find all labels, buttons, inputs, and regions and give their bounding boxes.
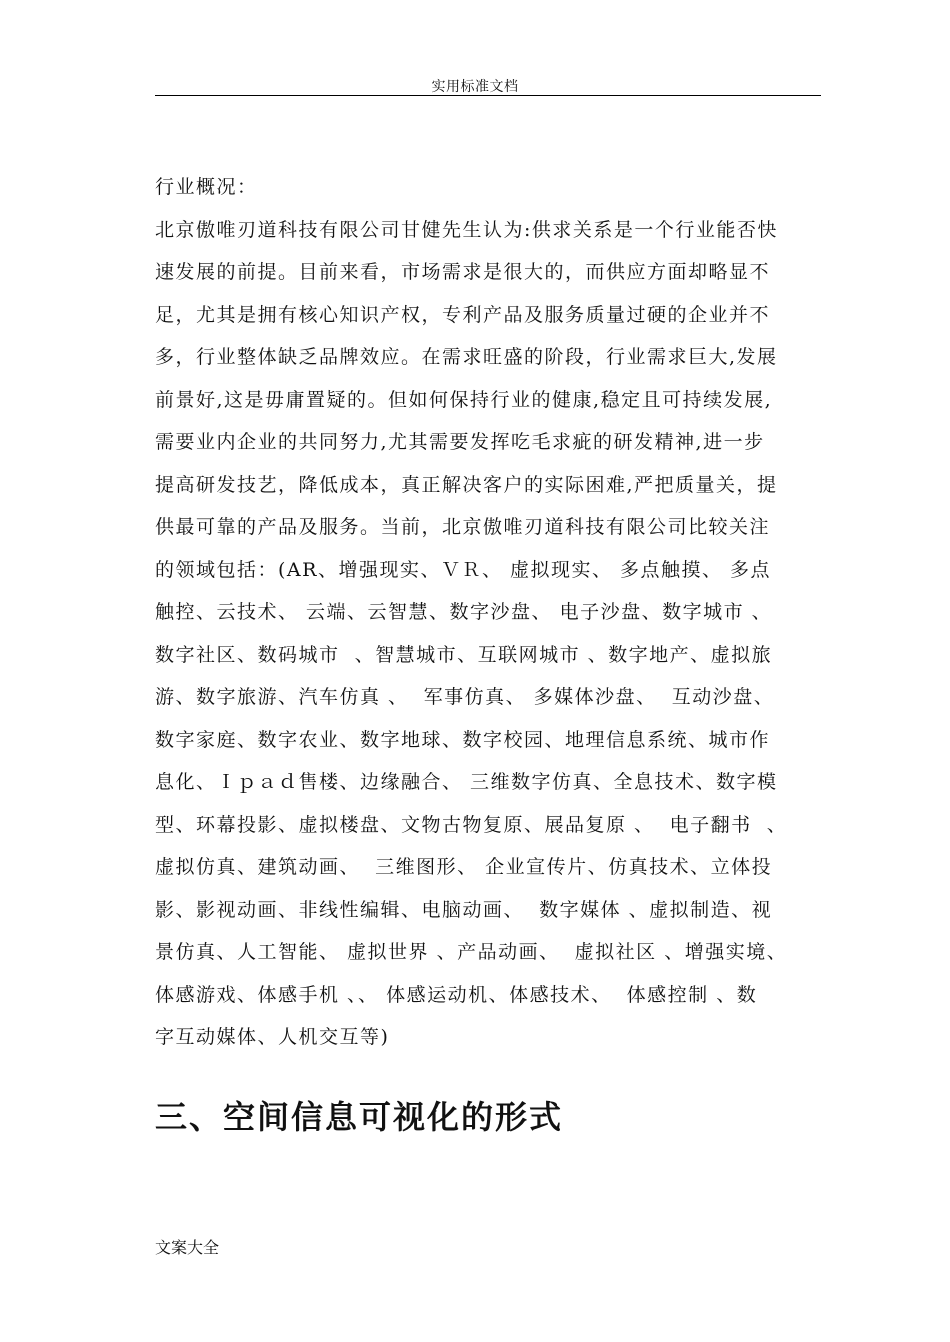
header-divider (155, 95, 821, 96)
text-line: 速发展的前提。目前来看，市场需求是很大的，而供应方面却略显不 (155, 261, 771, 283)
text-line: 足，尤其是拥有核心知识产权，专利产品及服务质量过硬的企业并不 (155, 303, 771, 326)
text-line: 息化、Ｉｐａｄ售楼、边缘融合、 三维数字仿真、全息技术、数字模 (155, 771, 778, 793)
text-line: 需要业内企业的共同努力,尤其需要发挥吃毛求疵的研发精神,进一步 (155, 431, 765, 453)
page-footer: 文案大全 (155, 1238, 220, 1257)
text-line: 景仿真、人工智能、 虚拟世界 、产品动画、 虚拟社区 、增强实境、 (155, 941, 788, 963)
text-line: 体感游戏、体感手机 、、 体感运动机、体感技术、 体感控制 、数 (155, 983, 758, 1006)
text-line: 北京傲唯刃道科技有限公司甘健先生认为:供求关系是一个行业能否快 (155, 218, 778, 241)
text-line: 型、环幕投影、虚拟楼盘、文物古物复原、展品复原 、 电子翻书 、 (155, 813, 788, 836)
text-line: 数字社区、数码城市 、智慧城市、互联网城市 、数字地产、虚拟旅 (155, 643, 773, 666)
text-line: 供最可靠的产品及服务。当前，北京傲唯刃道科技有限公司比较关注 (155, 516, 771, 538)
text-line: 数字家庭、数字农业、数字地球、数字校园、地理信息系统、城市作 (155, 728, 771, 751)
page-header: 实用标准文档 (431, 79, 519, 95)
body-text (155, 172, 845, 1065)
text-line: 提高研发技艺，降低成本，真正解决客户的实际困难,严把质量关，提 (155, 473, 778, 496)
text-line: 影、影视动画、非线性编辑、电脑动画、 数字媒体 、虚拟制造、视 (155, 898, 773, 921)
text-line: 虚拟仿真、建筑动画、 三维图形、 企业宣传片、仿真技术、立体投 (155, 856, 773, 878)
text-line: 的领域包括：(AR、增强现实、ＶＲ、 虚拟现实、 多点触摸、 多点 (155, 558, 772, 581)
text-line: 行业概况： (155, 176, 258, 198)
text-line: 游、数字旅游、汽车仿真 、 军事仿真、 多媒体沙盘、 互动沙盘、 (155, 686, 775, 708)
text-line: 字互动媒体、人机交互等) (155, 1026, 390, 1048)
section-heading: 三、空间信息可视化的形式 (155, 1098, 564, 1136)
text-line: 多，行业整体缺乏品牌效应。在需求旺盛的阶段，行业需求巨大,发展 (155, 346, 778, 368)
text-line: 触控、云技术、 云端、云智慧、数字沙盘、 电子沙盘、数字城市 、 (155, 601, 773, 623)
text-line: 前景好,这是毋庸置疑的。但如何保持行业的健康,稳定且可持续发展, (155, 388, 773, 411)
